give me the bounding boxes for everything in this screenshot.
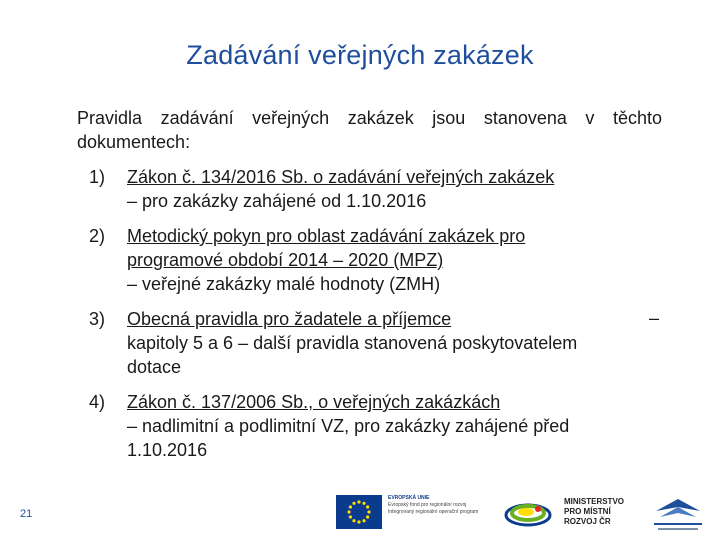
mmr-logo [562,493,642,539]
mmr-line: MINISTERSTVO [564,497,625,506]
footer-logos [336,493,720,539]
irop-logo-icon [504,499,552,527]
mmr-line: PRO MÍSTNÍ [564,507,611,516]
list-item-description: 1.10.2016 [127,440,208,460]
document-link[interactable]: Metodický pokyn pro oblast zadávání zakázek pro [127,226,526,246]
list-item-description: kapitoly 5 a 6 – další pravidla stanovená poskytovatelem [127,333,578,353]
list-item-description: dotace [127,357,182,377]
list-item [89,307,659,379]
list-item-number: 2) [89,226,106,246]
document-link[interactable]: Zákon č. 134/2016 Sb. o zadávání veřejných zakázek [127,167,555,187]
trailing-dash: – [649,308,660,328]
document-link[interactable]: Obecná pravidla pro žadatele a příjemce [127,309,452,329]
list-item [89,165,659,213]
document-link[interactable]: Zákon č. 137/2006 Sb., o veřejných zakázkách [127,392,501,412]
list-item-number: 3) [89,309,106,329]
list-item [89,224,659,296]
list-item-number: 1) [89,167,106,187]
list-item-description: – veřejné zakázky malé hodnoty (ZMH) [127,274,441,294]
crr-logo-icon [648,493,708,537]
list-item-description: – nadlimitní a podlimitní VZ, pro zakázky zahájené před [127,416,570,436]
list-item-description: – pro zakázky zahájené od 1.10.2016 [127,191,427,211]
list-item-number: 4) [89,392,106,412]
eu-line: Integrovaný regionální operační program [388,509,479,515]
eu-text [388,495,496,516]
eu-line: Evropský fond pro regionální rozvoj [388,502,467,508]
slide-title: Zadávání veřejných zakázek [186,40,534,70]
eu-line: EVROPSKÁ UNIE [388,495,430,501]
page-number: 21 [20,508,33,520]
eu-flag-icon [336,495,382,529]
mmr-text [564,497,624,527]
document-link[interactable]: programové období 2014 – 2020 (MPZ) [127,250,444,270]
list-item [89,390,659,462]
mmr-line: ROZVOJ ČR [564,517,611,526]
intro-text: Pravidla zadávání veřejných zakázek jsou stanovena v těchto dokumentech: [77,108,662,152]
